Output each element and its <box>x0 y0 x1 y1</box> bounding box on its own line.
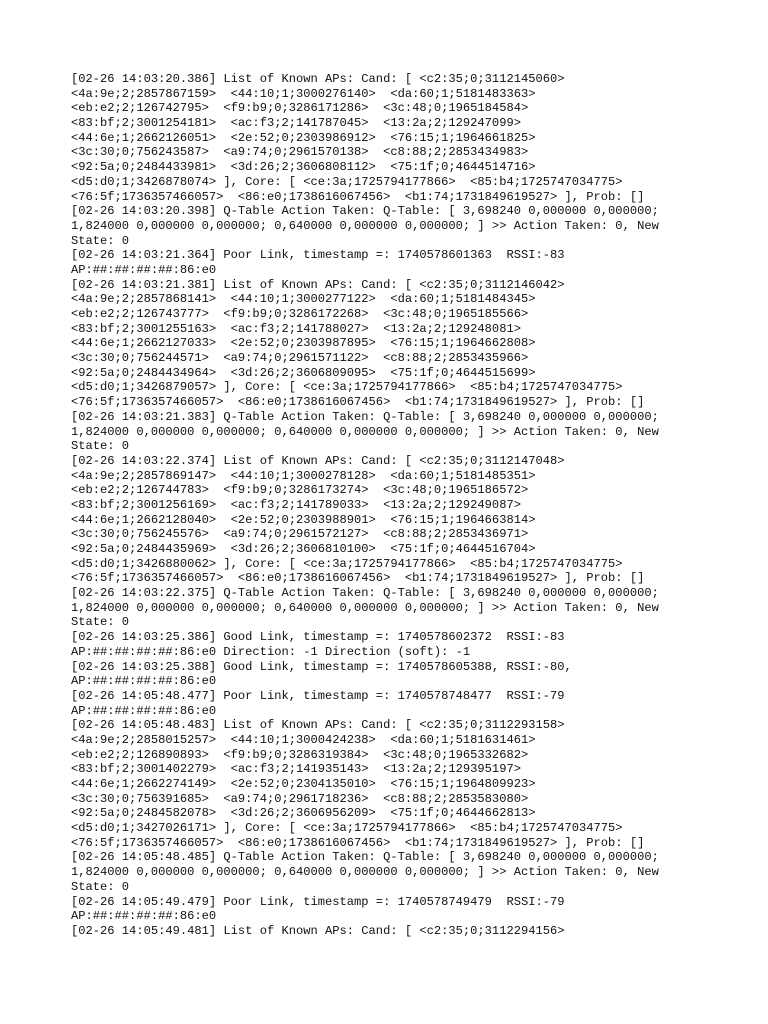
log-line: <44:6e;1;2662274149> <2e:52;0;2304135010> <76:15;1;1964809923> <box>71 777 536 791</box>
log-line: <d5:d0;1;3426880062> ], Core: [ <ce:3a;1725794177866> <85:b4;1725747034775> <box>71 556 623 571</box>
log-line: AP:##:##:##:##:86:e0 <box>71 703 217 718</box>
log-line: <83:bf;2;3001256169> <ac:f3;2;141789033> <13:2a;2;129249087> <box>71 497 521 512</box>
log-line: [02-26 14:03:25.386] Good Link, timestamp =: 1740578602372 RSSI:-83 <box>71 630 565 645</box>
log-line: [02-26 14:03:20.398] Q-Table Action Taken: Q-Table: [ 3,698240 0,000000 0,000000; <box>71 204 659 219</box>
log-text <box>71 72 711 939</box>
log-line: [02-26 14:03:20.386] List of Known APs: Cand: [ <c2:35;0;3112145060> <box>71 72 565 86</box>
log-line: <eb:e2;2;126742795> <f9:b9;0;3286171286> <3c:48;0;1965184584> <box>71 101 529 116</box>
log-line: <76:5f;1736357466057> <86:e0;1738616067456> <b1:74;1731849619527> ], Prob: [] <box>71 189 645 204</box>
log-line: AP:##:##:##:##:86:e0 <box>71 909 217 924</box>
log-line: <83:bf;2;3001255163> <ac:f3;2;141788027> <13:2a;2;129248081> <box>71 321 521 336</box>
log-line: State: 0 <box>71 879 130 894</box>
log-line: <44:6e;1;2662127033> <2e:52;0;2303987895> <76:15;1;1964662808> <box>71 336 536 351</box>
log-line: 1,824000 0,000000 0,000000; 0,640000 0,000000 0,000000; ] >> Action Taken: 0, New <box>71 600 659 615</box>
log-line: <92:5a;0;2484434964> <3d:26;2;3606809095> <75:1f;0;4644515699> <box>71 365 536 380</box>
log-line: [02-26 14:05:48.485] Q-Table Action Taken: Q-Table: [ 3,698240 0,000000 0,000000; <box>71 850 659 865</box>
log-line: [02-26 14:03:21.381] List of Known APs: Cand: [ <c2:35;0;3112146042> <box>71 277 565 292</box>
log-line: [02-26 14:05:48.477] Poor Link, timestamp =: 1740578748477 RSSI:-79 <box>71 688 565 703</box>
log-line: <eb:e2;2;126744783> <f9:b9;0;3286173274> <3c:48;0;1965186572> <box>71 483 529 498</box>
log-line: <d5:d0;1;3426879057> ], Core: [ <ce:3a;1725794177866> <85:b4;1725747034775> <box>71 380 623 395</box>
log-line: AP:##:##:##:##:86:e0 <box>71 674 217 689</box>
log-line: <3c:30;0;756243587> <a9:74;0;2961570138> <c8:88;2;2853434983> <box>71 145 529 160</box>
log-line: 1,824000 0,000000 0,000000; 0,640000 0,000000 0,000000; ] >> Action Taken: 0, New <box>71 865 659 880</box>
log-line: State: 0 <box>71 233 130 248</box>
log-line: <d5:d0;1;3427026171> ], Core: [ <ce:3a;1725794177866> <85:b4;1725747034775> <box>71 821 623 836</box>
log-line: <76:5f;1736357466057> <86:e0;1738616067456> <b1:74;1731849619527> ], Prob: [] <box>71 835 645 850</box>
log-line: State: 0 <box>71 439 130 454</box>
log-line: 1,824000 0,000000 0,000000; 0,640000 0,000000 0,000000; ] >> Action Taken: 0, New <box>71 424 659 439</box>
log-line: <eb:e2;2;126743777> <f9:b9;0;3286172268> <3c:48;0;1965185566> <box>71 307 529 321</box>
log-line: <76:5f;1736357466057> <86:e0;1738616067456> <b1:74;1731849619527> ], Prob: [] <box>71 395 645 410</box>
log-line: [02-26 14:03:21.364] Poor Link, timestamp =: 1740578601363 RSSI:-83 <box>71 248 565 263</box>
log-line: <4a:9e;2;2857868141> <44:10;1;3000277122> <da:60;1;5181484345> <box>71 292 536 307</box>
log-line: <92:5a;0;2484433981> <3d:26;2;3606808112> <75:1f;0;4644514716> <box>71 160 536 175</box>
log-line: <4a:9e;2;2858015257> <44:10;1;3000424238> <da:60;1;5181631461> <box>71 732 536 747</box>
log-line: <44:6e;1;2662126051> <2e:52;0;2303986912> <76:15;1;1964661825> <box>71 130 536 145</box>
log-line: <92:5a;0;2484435969> <3d:26;2;3606810100> <75:1f;0;4644516704> <box>71 542 536 556</box>
log-line: <eb:e2;2;126890893> <f9:b9;0;3286319384> <3c:48;0;1965332682> <box>71 747 529 762</box>
log-line: State: 0 <box>71 615 130 630</box>
log-line: <4a:9e;2;2857867159> <44:10;1;3000276140> <da:60;1;5181483363> <box>71 86 536 101</box>
log-line: <3c:30;0;756391685> <a9:74;0;2961718236> <c8:88;2;2853583080> <box>71 791 529 806</box>
log-line: [02-26 14:03:22.374] List of Known APs: Cand: [ <c2:35;0;3112147048> <box>71 453 565 468</box>
log-line: 1,824000 0,000000 0,000000; 0,640000 0,000000 0,000000; ] >> Action Taken: 0, New <box>71 218 659 233</box>
log-line: <d5:d0;1;3426878074> ], Core: [ <ce:3a;1725794177866> <85:b4;1725747034775> <box>71 174 623 189</box>
log-line: <83:bf;2;3001254181> <ac:f3;2;141787045> <13:2a;2;129247099> <box>71 116 521 131</box>
log-line: AP:##:##:##:##:86:e0 <box>71 262 217 277</box>
log-line: [02-26 14:05:48.483] List of Known APs: Cand: [ <c2:35;0;3112293158> <box>71 718 565 733</box>
log-line: [02-26 14:05:49.481] List of Known APs: Cand: [ <c2:35;0;3112294156> <box>71 923 565 938</box>
log-line: [02-26 14:03:25.388] Good Link, timestamp =: 1740578605388, RSSI:-80, <box>71 659 572 674</box>
log-line: <3c:30;0;756245576> <a9:74;0;2961572127> <c8:88;2;2853436971> <box>71 527 529 542</box>
log-line: <83:bf;2;3001402279> <ac:f3;2;141935143> <13:2a;2;129395197> <box>71 762 521 777</box>
log-line: <4a:9e;2;2857869147> <44:10;1;3000278128> <da:60;1;5181485351> <box>71 468 536 483</box>
log-line: AP:##:##:##:##:86:e0 Direction: -1 Direction (soft): -1 <box>71 644 471 659</box>
log-line: <3c:30;0;756244571> <a9:74;0;2961571122> <c8:88;2;2853435966> <box>71 351 529 366</box>
log-line: <44:6e;1;2662128040> <2e:52;0;2303988901> <76:15;1;1964663814> <box>71 512 536 527</box>
log-line: [02-26 14:03:21.383] Q-Table Action Taken: Q-Table: [ 3,698240 0,000000 0,000000; <box>71 409 659 424</box>
log-line: <92:5a;0;2484582078> <3d:26;2;3606956209> <75:1f;0;4644662813> <box>71 806 536 821</box>
log-line: [02-26 14:03:22.375] Q-Table Action Taken: Q-Table: [ 3,698240 0,000000 0,000000; <box>71 586 659 601</box>
log-line: <76:5f;1736357466057> <86:e0;1738616067456> <b1:74;1731849619527> ], Prob: [] <box>71 571 645 586</box>
log-line: [02-26 14:05:49.479] Poor Link, timestamp =: 1740578749479 RSSI:-79 <box>71 894 565 909</box>
